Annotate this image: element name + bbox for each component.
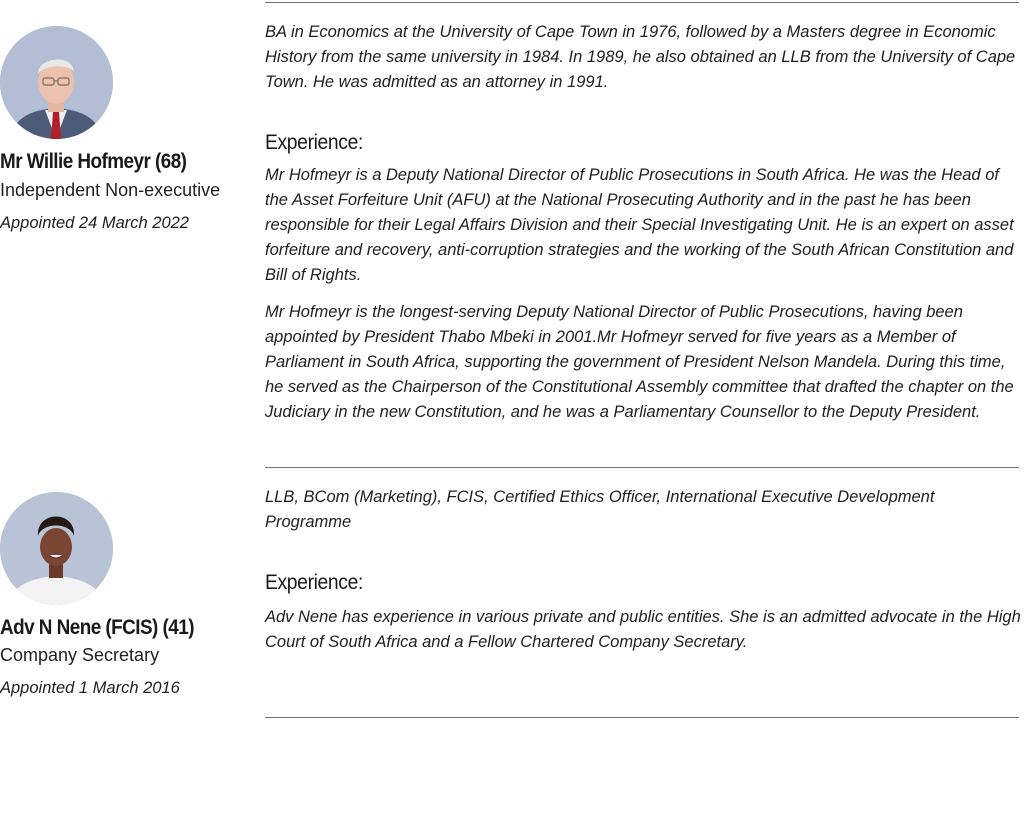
- member-role: Independent Non-executive: [0, 180, 221, 200]
- experience-paragraph: Mr Hofmeyr is the longest-serving Deputy National Director of Public Prosecutions, having been appointed by President Thabo Mbeki in 2001.Mr Hofmeyr served for five years as a Member of Parliament in South Africa, supporting the government of President Nelson Mandela. During this time, he served as the Chairperson of the Constitutional Assembly committee that drafted the chapter on the Judiciary in the new Constitution, and he was a Parliamentary Counsellor to the Deputy President.: [265, 303, 1014, 421]
- member-qualifications: LLB, BCom (Marketing), FCIS, Certified Ethics Officer, International Executive Development Programme: [265, 488, 935, 531]
- member-appointed-date: Appointed 24 March 2022: [0, 214, 189, 232]
- member-role: Company Secretary: [0, 645, 160, 665]
- member-name: Adv N Nene (FCIS) (41): [0, 616, 194, 639]
- member-qualifications: BA in Economics at the University of Cape Town in 1976, followed by a Masters degree in Economic History from the same university in 1984. In 1989, he also obtained an LLB from the University of Cape Town. He was admitted as an attorney in 1991.: [265, 23, 1016, 91]
- avatar-photo-nene: [0, 492, 113, 605]
- experience-heading: Experience:: [265, 131, 363, 154]
- section-divider: [265, 467, 1019, 468]
- experience-paragraph: Adv Nene has experience in various private and public entities. She is an admitted advocate in the High Court of South Africa and a Fellow Chartered Company Secretary.: [265, 608, 1021, 651]
- avatar-photo-hofmeyr: [0, 26, 113, 139]
- experience-heading: Experience:: [265, 571, 363, 594]
- member-appointed-date: Appointed 1 March 2016: [0, 679, 180, 697]
- section-divider-bottom: [265, 717, 1019, 718]
- section-divider-top: [265, 2, 1019, 3]
- experience-paragraph: Mr Hofmeyr is a Deputy National Director of Public Prosecutions in South Africa. He was the Head of the Asset Forfeiture Unit (AFU) at the National Prosecuting Authority and in the past he has been responsible for their Legal Affairs Division and their Special Investigating Unit. He is an expert on asset forfeiture and recovery, anti-corruption strategies and the working of the South African Constitution and Bill of Rights.: [265, 166, 1014, 284]
- member-name: Mr Willie Hofmeyr (68): [0, 150, 187, 173]
